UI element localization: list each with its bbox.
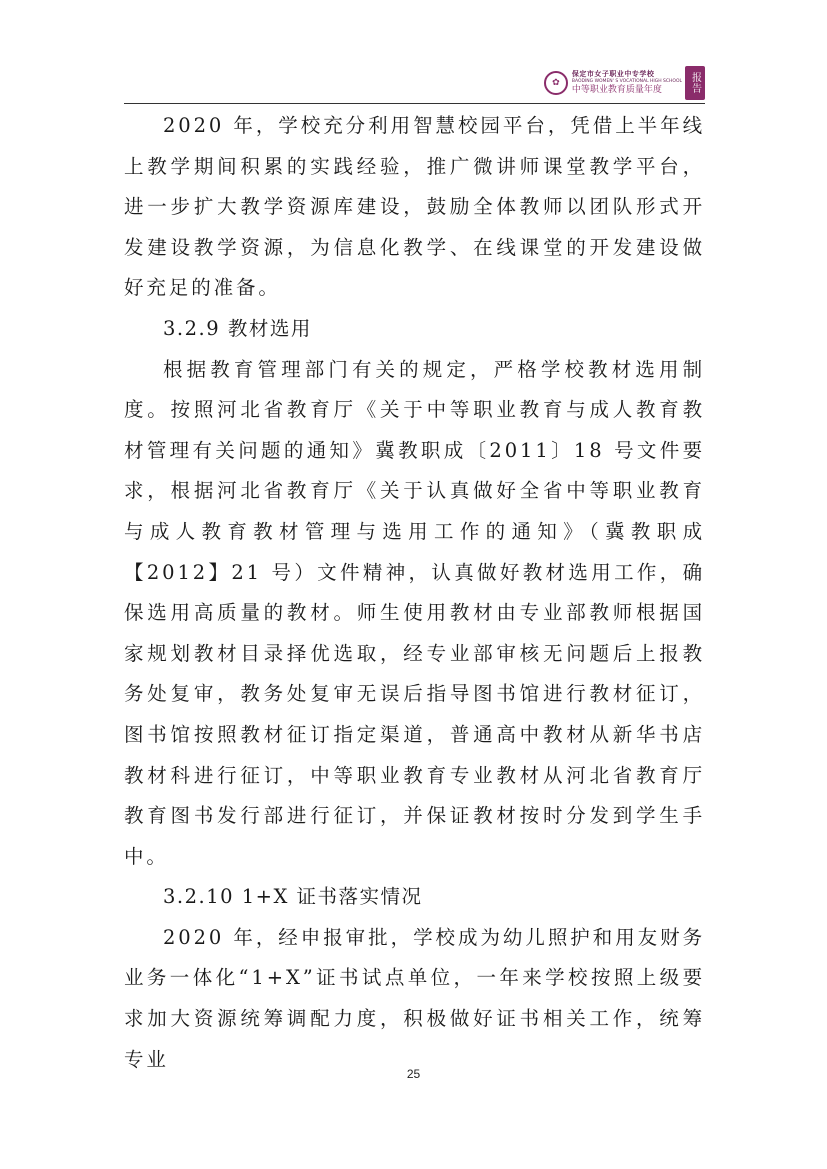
page-number: 25 [406, 1067, 421, 1081]
report-title: 中等职业教育质量年度 [571, 85, 662, 96]
school-name-en: BAODING WOMEN' S VOCATIONAL HIGH SCHOOL [571, 78, 682, 84]
school-name: 保定市女子职业中专学校 [571, 69, 655, 78]
document-body [124, 106, 705, 1080]
section-heading-textbook-selection: 3.2.9 教材选用 [163, 316, 312, 340]
school-logo [544, 64, 705, 102]
school-seal-icon: ✿ [544, 71, 568, 95]
logo-text [572, 71, 682, 96]
header-divider [124, 103, 705, 104]
paragraph-textbook-selection: 根据教育管理部门有关的规定，严格学校教材选用制度。按照河北省教育厅《关于中等职业教育与成人教育教材管理有关问题的通知》冀教职成〔2011〕18 号文件要求，根据河北省教育厅《关于认真做好全省中等职业教育与成人教育教材管理与选用工作的通知》（冀教职成【2012】21 号）文件精神，认真做好教材选用工作，确保选用高质量的教材。师生使用教材由专业部教师根据国家规划教材目录择优选取，经专业部审核无问题后上报教务处复审，教务处复审无误后指导图书馆进行教材征订，图书馆按照教材征订指定渠道，普通高中教材从新华书店教材科进行征订，中等职业教育专业教材从河北省教育厅教育图书发行部进行征订，并保证教材按时分发到学生手中。 [124, 357, 705, 868]
page-header [124, 64, 705, 104]
paragraph-resources: 2020 年，学校充分利用智慧校园平台，凭借上半年线上教学期间积累的实践经验，推广微讲师课堂教学平台，进一步扩大教学资源库建设，鼓励全体教师以团队形式开发建设教学资源，为信息化教学、在线课堂的开发建设做好充足的准备。 [124, 114, 705, 300]
section-heading-1x-certificate: 3.2.10 1+X 证书落实情况 [163, 885, 423, 909]
paragraph-1x-certificate: 2020 年，经申报审批，学校成为幼儿照护和用友财务业务一体化“1+X”证书试点单位，一年来学校按照上级要求加大资源统筹调配力度，积极做好证书相关工作，统筹专业 [124, 925, 705, 1071]
report-badge: 报告 [685, 66, 705, 100]
